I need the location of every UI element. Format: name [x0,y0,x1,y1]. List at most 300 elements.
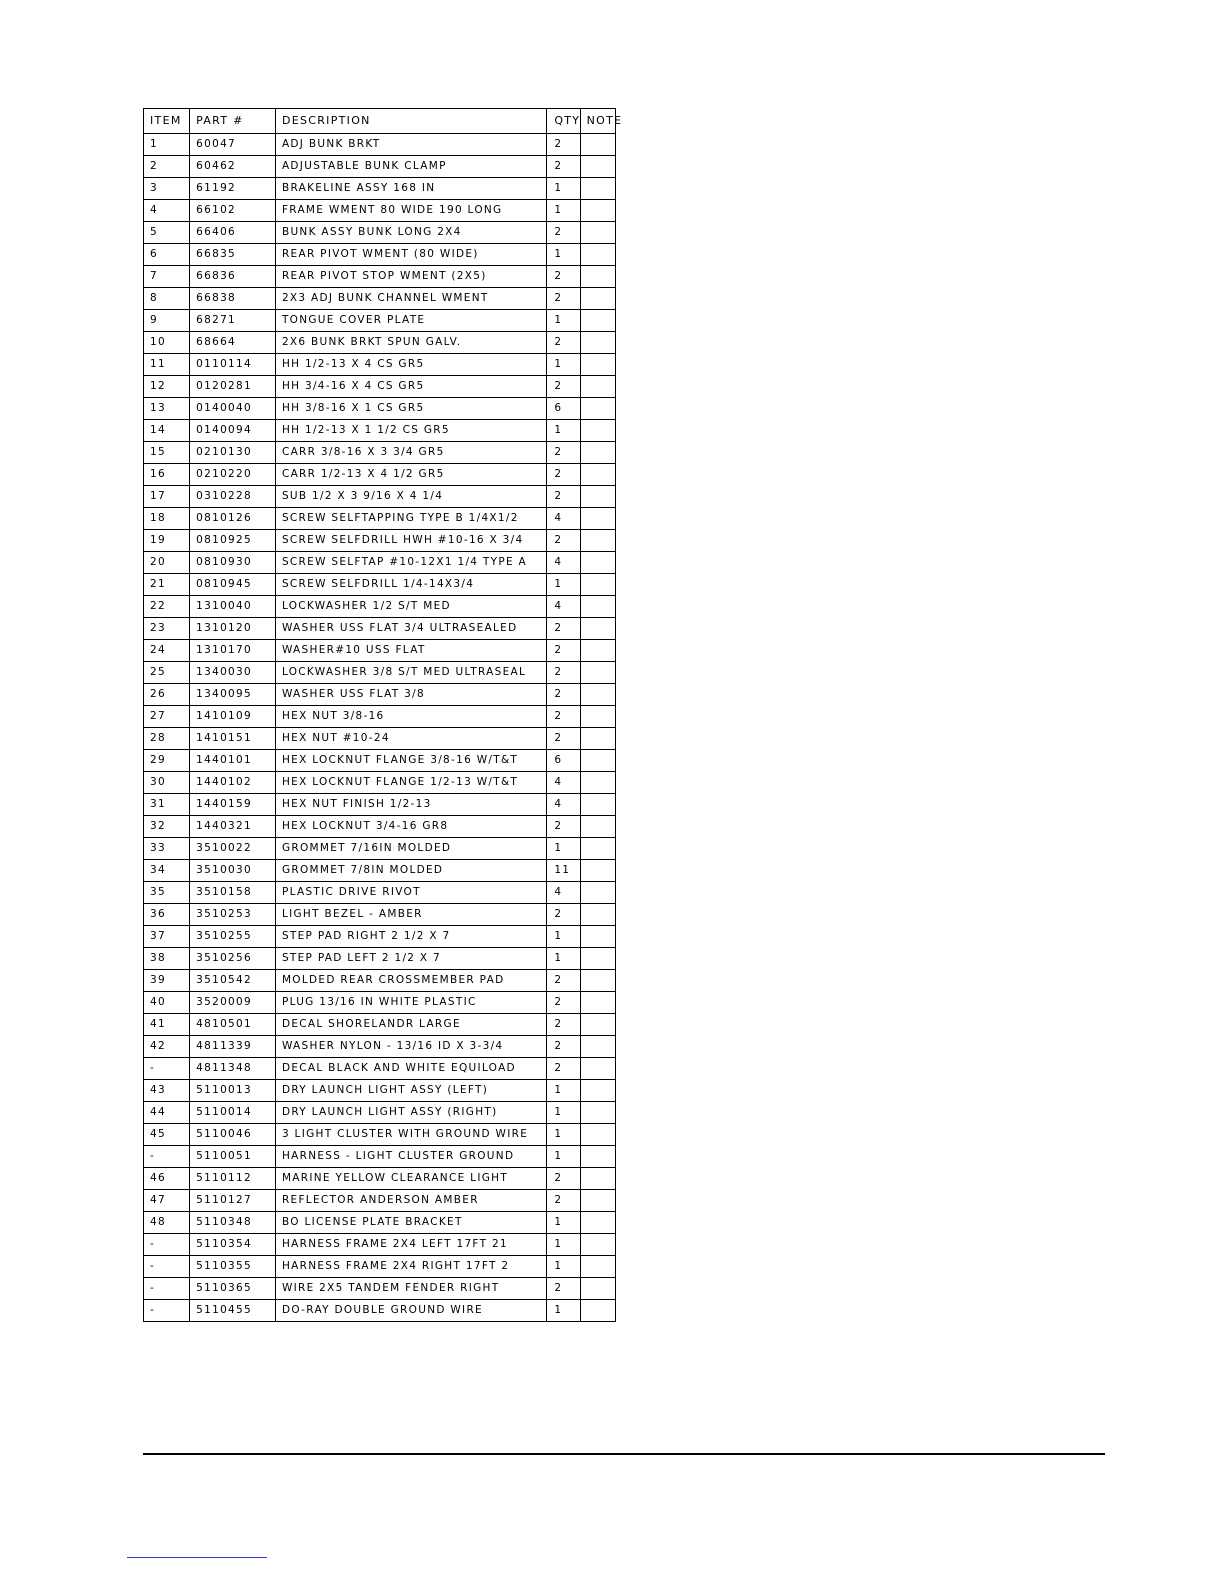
cell-description: CARR 1/2-13 X 4 1/2 GR5 [275,464,546,486]
cell-part-number: 3510158 [190,882,276,904]
cell-description: REFLECTOR ANDERSON AMBER [275,1190,546,1212]
cell-item: 44 [144,1102,190,1124]
cell-item: 24 [144,640,190,662]
table-row [144,156,616,178]
cell-description: GROMMET 7/16IN MOLDED [275,838,546,860]
cell-note [580,640,615,662]
table-row [144,970,616,992]
cell-note [580,266,615,288]
table-row [144,1058,616,1080]
cell-note [580,596,615,618]
cell-item: - [144,1256,190,1278]
cell-note [580,1234,615,1256]
table-row [144,1190,616,1212]
cell-qty: 2 [547,992,580,1014]
cell-qty: 2 [547,442,580,464]
cell-qty: 1 [547,838,580,860]
cell-qty: 2 [547,970,580,992]
cell-description: TONGUE COVER PLATE [275,310,546,332]
header-row [144,109,616,134]
cell-item: 20 [144,552,190,574]
table-row [144,530,616,552]
cell-description: HH 1/2-13 X 1 1/2 CS GR5 [275,420,546,442]
cell-description: BRAKELINE ASSY 168 IN [275,178,546,200]
cell-item: 15 [144,442,190,464]
cell-part-number: 3510022 [190,838,276,860]
cell-item: 12 [144,376,190,398]
table-row [144,838,616,860]
cell-part-number: 5110365 [190,1278,276,1300]
cell-part-number: 5110014 [190,1102,276,1124]
cell-note [580,948,615,970]
cell-qty: 6 [547,750,580,772]
cell-note [580,926,615,948]
cell-item: 10 [144,332,190,354]
cell-part-number: 3510256 [190,948,276,970]
cell-note [580,1146,615,1168]
cell-note [580,1168,615,1190]
cell-note [580,156,615,178]
cell-qty: 1 [547,200,580,222]
table-row [144,442,616,464]
cell-part-number: 66836 [190,266,276,288]
cell-qty: 2 [547,662,580,684]
cell-qty: 1 [547,1146,580,1168]
cell-part-number: 3510255 [190,926,276,948]
cell-note [580,310,615,332]
cell-note [580,1036,615,1058]
cell-qty: 1 [547,420,580,442]
table-row [144,486,616,508]
table-row [144,178,616,200]
table-row [144,926,616,948]
table-row [144,244,616,266]
cell-note [580,618,615,640]
cell-part-number: 1440101 [190,750,276,772]
cell-note [580,442,615,464]
cell-item: 7 [144,266,190,288]
cell-item: 32 [144,816,190,838]
cell-item: 4 [144,200,190,222]
cell-part-number: 66102 [190,200,276,222]
cell-note [580,376,615,398]
table-body [144,134,616,1322]
cell-description: GROMMET 7/8IN MOLDED [275,860,546,882]
cell-qty: 1 [547,1256,580,1278]
cell-item: 9 [144,310,190,332]
cell-item: 17 [144,486,190,508]
cell-item: 5 [144,222,190,244]
cell-note [580,816,615,838]
cell-qty: 2 [547,464,580,486]
header-description: DESCRIPTION [275,109,546,134]
table-row [144,1234,616,1256]
cell-part-number: 66406 [190,222,276,244]
table-row [144,1036,616,1058]
cell-part-number: 3520009 [190,992,276,1014]
cell-part-number: 0310228 [190,486,276,508]
cell-item: 22 [144,596,190,618]
table-row [144,794,616,816]
cell-item: 11 [144,354,190,376]
cell-note [580,1080,615,1102]
cell-item: 45 [144,1124,190,1146]
cell-description: SCREW SELFTAP #10-12X1 1/4 TYPE A [275,552,546,574]
table-row [144,882,616,904]
cell-description: SUB 1/2 X 3 9/16 X 4 1/4 [275,486,546,508]
cell-qty: 2 [547,1278,580,1300]
cell-item: - [144,1234,190,1256]
cell-description: PLUG 13/16 IN WHITE PLASTIC [275,992,546,1014]
cell-qty: 2 [547,1014,580,1036]
cell-description: DECAL SHORELANDR LARGE [275,1014,546,1036]
cell-description: WASHER USS FLAT 3/8 [275,684,546,706]
table-row [144,904,616,926]
cell-item: 43 [144,1080,190,1102]
table-row [144,684,616,706]
cell-item: - [144,1278,190,1300]
table-row [144,354,616,376]
cell-description: REAR PIVOT WMENT (80 WIDE) [275,244,546,266]
cell-qty: 1 [547,574,580,596]
cell-note [580,1014,615,1036]
cell-part-number: 66838 [190,288,276,310]
cell-qty: 2 [547,1036,580,1058]
cell-description: STEP PAD LEFT 2 1/2 X 7 [275,948,546,970]
cell-qty: 4 [547,508,580,530]
cell-qty: 1 [547,1234,580,1256]
cell-part-number: 68271 [190,310,276,332]
cell-qty: 4 [547,882,580,904]
cell-item: - [144,1058,190,1080]
cell-note [580,1300,615,1322]
cell-part-number: 5110348 [190,1212,276,1234]
cell-item: 16 [144,464,190,486]
cell-part-number: 5110354 [190,1234,276,1256]
cell-part-number: 1340095 [190,684,276,706]
cell-note [580,772,615,794]
cell-part-number: 60462 [190,156,276,178]
cell-qty: 2 [547,618,580,640]
table-row [144,288,616,310]
cell-qty: 2 [547,134,580,156]
cell-qty: 2 [547,156,580,178]
table-row [144,1300,616,1322]
table-row [144,1146,616,1168]
cell-part-number: 0140040 [190,398,276,420]
cell-part-number: 4811339 [190,1036,276,1058]
cell-qty: 1 [547,1300,580,1322]
cell-description: SCREW SELFDRILL HWH #10-16 X 3/4 [275,530,546,552]
cell-description: HEX LOCKNUT FLANGE 3/8-16 W/T&T [275,750,546,772]
cell-qty: 2 [547,1190,580,1212]
cell-qty: 2 [547,376,580,398]
cell-item: 14 [144,420,190,442]
cell-item: 46 [144,1168,190,1190]
table-row [144,706,616,728]
cell-qty: 2 [547,288,580,310]
cell-qty: 11 [547,860,580,882]
cell-part-number: 3510030 [190,860,276,882]
cell-description: WASHER NYLON - 13/16 ID X 3-3/4 [275,1036,546,1058]
cell-note [580,728,615,750]
cell-description: DRY LAUNCH LIGHT ASSY (RIGHT) [275,1102,546,1124]
table-row [144,618,616,640]
cell-description: FRAME WMENT 80 WIDE 190 LONG [275,200,546,222]
cell-note [580,420,615,442]
header-note: NOTE [580,109,615,134]
cell-description: BUNK ASSY BUNK LONG 2X4 [275,222,546,244]
cell-part-number: 61192 [190,178,276,200]
cell-qty: 4 [547,552,580,574]
cell-qty: 1 [547,1080,580,1102]
cell-note [580,244,615,266]
cell-description: HARNESS FRAME 2X4 LEFT 17FT 21 [275,1234,546,1256]
table-row [144,420,616,442]
cell-description: WIRE 2X5 TANDEM FENDER RIGHT [275,1278,546,1300]
cell-item: 42 [144,1036,190,1058]
table-row [144,376,616,398]
table-row [144,464,616,486]
table-row [144,1168,616,1190]
cell-note [580,794,615,816]
cell-qty: 2 [547,222,580,244]
cell-note [580,222,615,244]
cell-description: WASHER#10 USS FLAT [275,640,546,662]
cell-description: HH 3/4-16 X 4 CS GR5 [275,376,546,398]
cell-note [580,1212,615,1234]
cell-qty: 1 [547,354,580,376]
cell-item: 8 [144,288,190,310]
cell-part-number: 1440321 [190,816,276,838]
cell-part-number: 1410109 [190,706,276,728]
cell-part-number: 5110355 [190,1256,276,1278]
cell-note [580,1256,615,1278]
cell-item: 3 [144,178,190,200]
cell-note [580,838,615,860]
cell-qty: 1 [547,948,580,970]
cell-qty: 2 [547,530,580,552]
table-row [144,750,616,772]
table-row [144,596,616,618]
table-row [144,222,616,244]
cell-part-number: 1440102 [190,772,276,794]
table-row [144,134,616,156]
cell-description: SCREW SELFTAPPING TYPE B 1/4X1/2 [275,508,546,530]
cell-description: HARNESS FRAME 2X4 RIGHT 17FT 2 [275,1256,546,1278]
cell-part-number: 0810930 [190,552,276,574]
cell-note [580,1190,615,1212]
table-row [144,552,616,574]
cell-part-number: 1440159 [190,794,276,816]
cell-note [580,904,615,926]
table-row [144,1212,616,1234]
table-row [144,1256,616,1278]
cell-qty: 1 [547,1102,580,1124]
cell-part-number: 3510542 [190,970,276,992]
cell-part-number: 5110013 [190,1080,276,1102]
cell-part-number: 1410151 [190,728,276,750]
cell-note [580,486,615,508]
cell-qty: 2 [547,816,580,838]
cell-item: 27 [144,706,190,728]
footer-rule [143,1453,1105,1455]
cell-note [580,1058,615,1080]
cell-note [580,970,615,992]
table-row [144,948,616,970]
cell-qty: 1 [547,244,580,266]
cell-item: 26 [144,684,190,706]
cell-qty: 2 [547,904,580,926]
cell-part-number: 1310040 [190,596,276,618]
cell-description: REAR PIVOT STOP WMENT (2X5) [275,266,546,288]
cell-part-number: 1340030 [190,662,276,684]
cell-item: 34 [144,860,190,882]
cell-part-number: 0120281 [190,376,276,398]
cell-part-number: 5110455 [190,1300,276,1322]
cell-item: 33 [144,838,190,860]
cell-note [580,508,615,530]
cell-item: 37 [144,926,190,948]
cell-description: 2X6 BUNK BRKT SPUN GALV. [275,332,546,354]
cell-part-number: 0140094 [190,420,276,442]
table-row [144,816,616,838]
cell-note [580,1102,615,1124]
cell-note [580,134,615,156]
cell-note [580,1278,615,1300]
cell-qty: 2 [547,728,580,750]
cell-description: HH 1/2-13 X 4 CS GR5 [275,354,546,376]
cell-description: SCREW SELFDRILL 1/4-14X3/4 [275,574,546,596]
cell-qty: 4 [547,772,580,794]
table-row [144,332,616,354]
cell-qty: 1 [547,310,580,332]
cell-qty: 2 [547,486,580,508]
table-row [144,992,616,1014]
cell-description: CARR 3/8-16 X 3 3/4 GR5 [275,442,546,464]
cell-item: - [144,1300,190,1322]
cell-description: ADJUSTABLE BUNK CLAMP [275,156,546,178]
cell-note [580,200,615,222]
table-row [144,310,616,332]
cell-item: 18 [144,508,190,530]
header-qty: QTY [547,109,580,134]
cell-item: 29 [144,750,190,772]
cell-qty: 2 [547,640,580,662]
cell-note [580,354,615,376]
cell-part-number: 0210220 [190,464,276,486]
cell-item: 39 [144,970,190,992]
cell-note [580,662,615,684]
cell-item: 40 [144,992,190,1014]
table-row [144,1102,616,1124]
table-row [144,200,616,222]
cell-part-number: 1310120 [190,618,276,640]
cell-note [580,882,615,904]
cell-description: DO-RAY DOUBLE GROUND WIRE [275,1300,546,1322]
cell-part-number: 5110046 [190,1124,276,1146]
cell-qty: 2 [547,1168,580,1190]
table-row [144,662,616,684]
table-row [144,398,616,420]
table-row [144,772,616,794]
cell-item: 38 [144,948,190,970]
table-row [144,728,616,750]
cell-description: MARINE YELLOW CLEARANCE LIGHT [275,1168,546,1190]
cell-description: LIGHT BEZEL - AMBER [275,904,546,926]
cell-description: HEX NUT #10-24 [275,728,546,750]
cell-description: DECAL BLACK AND WHITE EQUILOAD [275,1058,546,1080]
cell-part-number: 4810501 [190,1014,276,1036]
cell-part-number: 5110051 [190,1146,276,1168]
cell-description: WASHER USS FLAT 3/4 ULTRASEALED [275,618,546,640]
cell-item: 1 [144,134,190,156]
cell-qty: 2 [547,1058,580,1080]
cell-part-number: 68664 [190,332,276,354]
cell-description: LOCKWASHER 3/8 S/T MED ULTRASEAL [275,662,546,684]
cell-part-number: 1310170 [190,640,276,662]
cell-description: PLASTIC DRIVE RIVOT [275,882,546,904]
table-row [144,574,616,596]
cell-description: HEX LOCKNUT FLANGE 1/2-13 W/T&T [275,772,546,794]
cell-part-number: 0110114 [190,354,276,376]
cell-part-number: 0810126 [190,508,276,530]
cell-qty: 2 [547,266,580,288]
cell-note [580,530,615,552]
cell-note [580,860,615,882]
cell-qty: 1 [547,178,580,200]
table-row [144,1278,616,1300]
cell-item: 35 [144,882,190,904]
cell-part-number: 5110127 [190,1190,276,1212]
cell-note [580,706,615,728]
cell-note [580,750,615,772]
cell-description: 2X3 ADJ BUNK CHANNEL WMENT [275,288,546,310]
cell-description: HH 3/8-16 X 1 CS GR5 [275,398,546,420]
cell-part-number: 60047 [190,134,276,156]
table-row [144,860,616,882]
cell-item: 28 [144,728,190,750]
parts-list-table [143,108,623,1322]
cell-description: HEX NUT 3/8-16 [275,706,546,728]
cell-description: HARNESS - LIGHT CLUSTER GROUND [275,1146,546,1168]
cell-qty: 1 [547,1124,580,1146]
table-row [144,1080,616,1102]
header-item: ITEM [144,109,190,134]
cell-part-number: 3510253 [190,904,276,926]
table-row [144,640,616,662]
footer-link-underline [127,1557,267,1558]
cell-qty: 6 [547,398,580,420]
cell-description: LOCKWASHER 1/2 S/T MED [275,596,546,618]
cell-item: 23 [144,618,190,640]
cell-description: DRY LAUNCH LIGHT ASSY (LEFT) [275,1080,546,1102]
cell-description: BO LICENSE PLATE BRACKET [275,1212,546,1234]
cell-note [580,178,615,200]
cell-note [580,288,615,310]
cell-description: HEX NUT FINISH 1/2-13 [275,794,546,816]
cell-item: 6 [144,244,190,266]
cell-part-number: 0210130 [190,442,276,464]
cell-item: - [144,1146,190,1168]
cell-note [580,992,615,1014]
cell-part-number: 4811348 [190,1058,276,1080]
cell-item: 36 [144,904,190,926]
cell-description: STEP PAD RIGHT 2 1/2 X 7 [275,926,546,948]
cell-description: 3 LIGHT CLUSTER WITH GROUND WIRE [275,1124,546,1146]
cell-note [580,552,615,574]
cell-qty: 2 [547,706,580,728]
